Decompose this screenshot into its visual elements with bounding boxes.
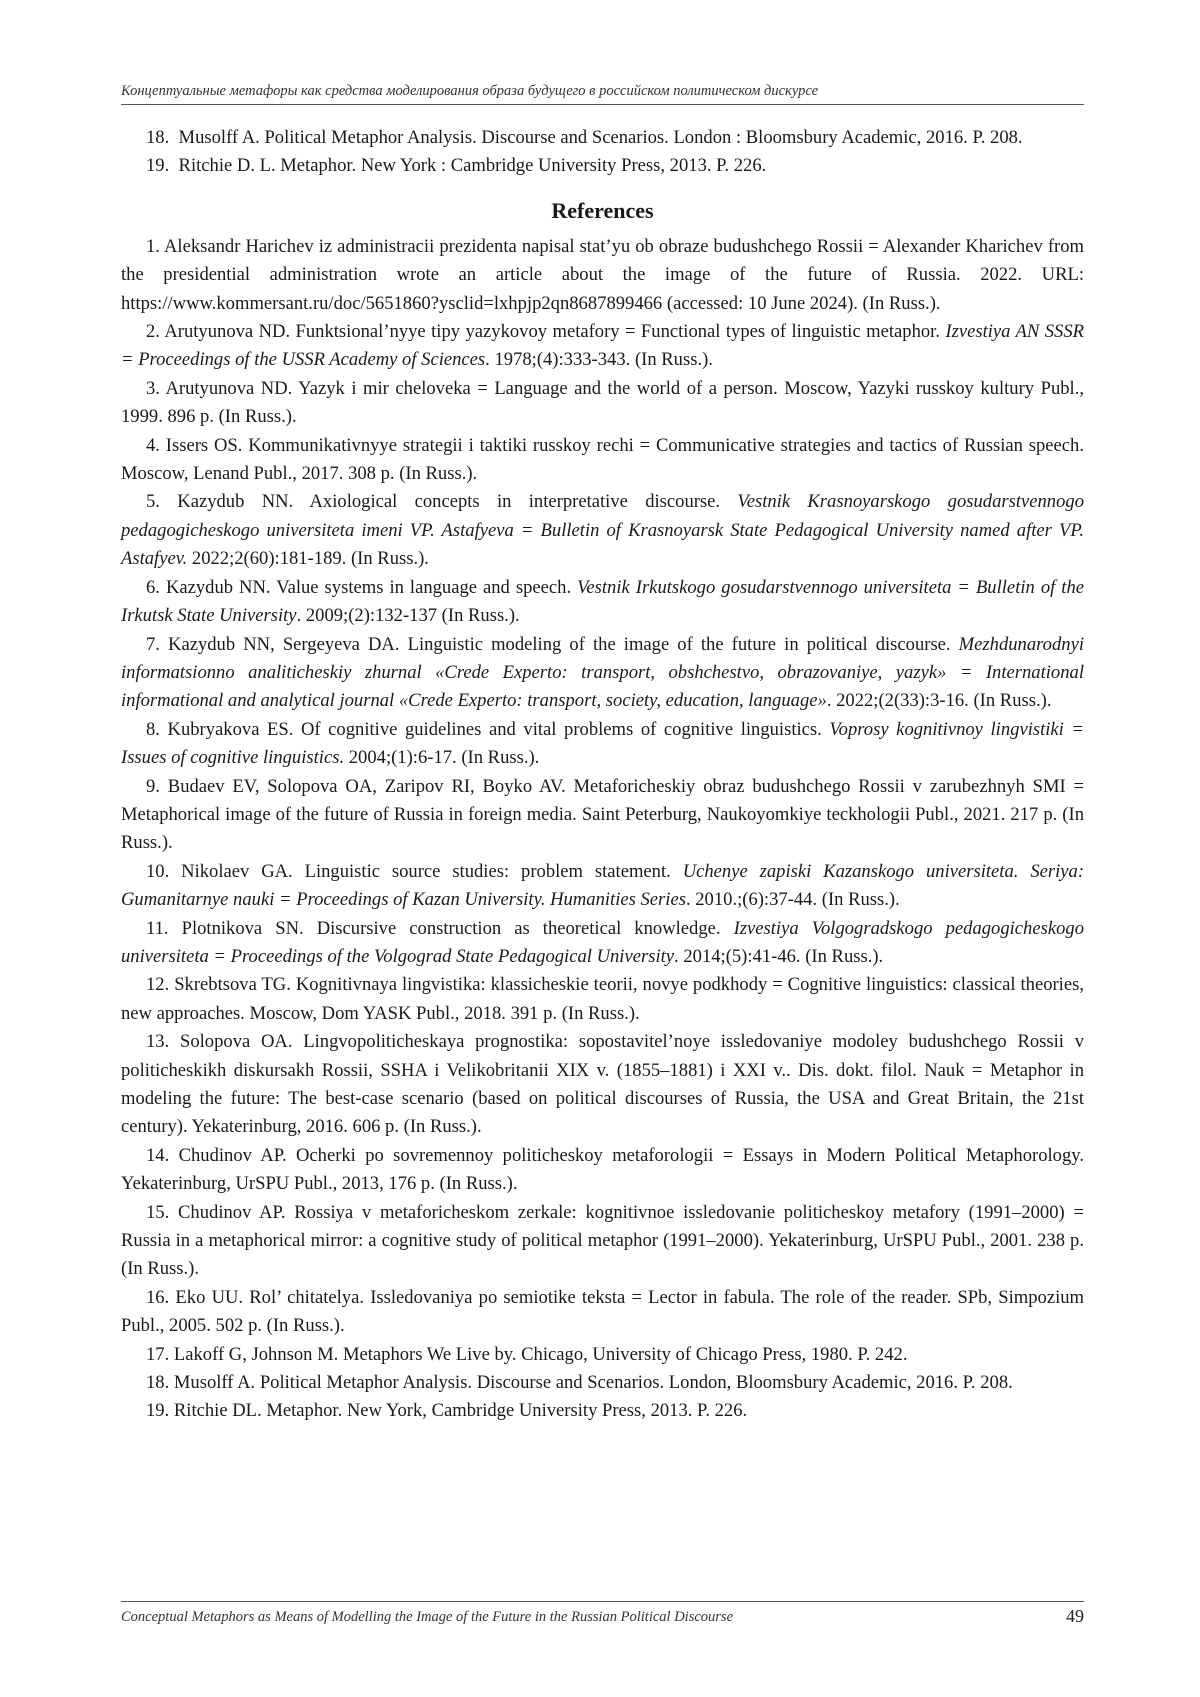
running-footer: Conceptual Metaphors as Means of Modelling the Image of the Future in the Russian Political Discourse [121,1609,734,1625]
reference-entry: 11. Plotnikova SN. Discursive construction as theoretical knowledge. Izvestiya Volgogradskogo pedagogicheskogo universiteta = Proceedings of the Volgograd State Pedagogical University. 2014;(5):41-46. (In Russ.). [121,917,1084,967]
reference-entry: 14. Chudinov AP. Ocherki po sovremennoy politicheskoy metaforologii = Essays in Modern Political Metaphorology. Yekaterinburg, UrSPU Publ., 2013, 176 p. (In Russ.). [121,1144,1084,1195]
page-number: 49 [1066,1606,1084,1626]
reference-entry: 18. Musolff A. Political Metaphor Analysis. Discourse and Scenarios. London : Bloomsbury Academic, 2016. P. 208. [146,127,1023,148]
reference-entry: 19. Ritchie DL. Metaphor. New York, Cambridge University Press, 2013. P. 226. [146,1400,748,1422]
top-reference-list [121,124,1084,181]
header-rule [121,104,1084,105]
reference-entry: 7. Kazydub NN, Sergeyeva DA. Linguistic modeling of the image of the future in political discourse. Mezhdunarodnyi informatsionno analiticheskiy zhurnal «Crede Experto: transport, obshchestvo, obrazovaniye, yazyk» = International informational and analytical journal «Crede Experto: transport, society, education, language». 2022;(2(33):3-16. (In Russ.). [121,633,1084,712]
reference-entry: 18. Musolff A. Political Metaphor Analysis. Discourse and Scenarios. London, Bloomsbury Academic, 2016. P. 208. [146,1372,1013,1394]
reference-entry: 4. Issers OS. Kommunikativnyye strategii i taktiki russkoy rechi = Communicative strategies and tactics of Russian speech. Moscow, Lenand Publ., 2017. 308 p. (In Russ.). [121,434,1084,485]
running-header: Концептуальные метафоры как средства моделирования образа будущего в российском политическом дискурсе [121,83,819,99]
content [121,124,1084,1426]
reference-entry: 17. Lakoff G, Johnson M. Metaphors We Live by. Chicago, University of Chicago Press, 1980. P. 242. [146,1343,908,1365]
reference-entry: 6. Kazydub NN. Value systems in language and speech. Vestnik Irkutskogo gosudarstvennogo universiteta = Bulletin of the Irkutsk State University. 2009;(2):132-137 (In Russ.). [121,576,1084,627]
reference-entry: 19. Ritchie D. L. Metaphor. New York : Cambridge University Press, 2013. P. 226. [146,155,767,177]
reference-entry: 2. Arutyunova ND. Funktsional’nyye tipy yazykovoy metafory = Functional types of linguistic metaphor. Izvestiya AN SSSR = Proceedings of the USSR Academy of Sciences. 1978;(4):333-343. (In Russ.). [121,321,1084,371]
reference-entry: 10. Nikolaev GA. Linguistic source studies: problem statement. Uchenye zapiski Kazanskogo universiteta. Seriya: Gumanitarnye nauki = Proceedings of Kazan University. Humanities Series. 2010.;(6):37-44. (In Russ.). [121,860,1085,911]
reference-entry: 15. Chudinov AP. Rossiya v metaforicheskom zerkale: kognitivnoe issledovanie politicheskoy metafory (1991–2000) = Russia in a metaphorical mirror: a cognitive study of political metaphor (1991–2000). Yekaterinburg, UrSPU Publ., 2001. 238 p. (In Russ.). [121,1201,1084,1280]
reference-entry: 1. Aleksandr Harichev iz administracii prezidenta napisal stat’yu ob obraze budushchego Rossii = Alexander Kharichev from the presidential administration wrote an article about the image of the future of Russia. 2022. URL: https://www.kommersant.ru/doc/5651860?ysclid=lxhpjp2qn8687899466 (accessed: 10 June 2024). (In Russ.). [121,235,1084,314]
reference-entry: 9. Budaev EV, Solopova OA, Zaripov RI, Boyko AV. Metaforicheskiy obraz budushchego Rossii v zarubezhnyh SMI = Metaphorical image of the future of Russia in foreign media. Saint Peterburg, Naukoyomkiye teckhologii Publ., 2021. 217 p. (In Russ.). [121,775,1084,854]
references-heading: References [551,197,654,223]
footer-rule [121,1601,1084,1602]
page [121,0,1084,1697]
reference-entry: 16. Eko UU. Rol’ chitatelya. Issledovaniya po semiotike teksta = Lector in fabula. The role of the reader. SPb, Simpozium Publ., 2005. 502 p. (In Russ.). [121,1286,1084,1337]
references-list [121,233,1084,1426]
reference-entry: 5. Kazydub NN. Axiological concepts in interpretative discourse. Vestnik Krasnoyarskogo gosudarstvennogo pedagogicheskogo universiteta imeni VP. Astafyeva = Bulletin of Krasnoyarsk State Pedagogical University named after VP. Astafyev. 2022;2(60):181-189. (In Russ.). [121,491,1084,570]
reference-entry: 8. Kubryakova ES. Of cognitive guidelines and vital problems of cognitive linguistics. Voprosy kognitivnoy lingvistiki = Issues of cognitive linguistics. 2004;(1):6-17. (In Russ.). [121,718,1084,769]
reference-entry: 12. Skrebtsova TG. Kognitivnaya lingvistika: klassicheskie teorii, novye podkhody = Cognitive linguistics: classical theories, new approaches. Moscow, Dom YASK Publ., 2018. 391 p. (In Russ.). [121,974,1084,1024]
reference-entry: 3. Arutyunova ND. Yazyk i mir cheloveka = Language and the world of a person. Moscow, Yazyki russkoy kultury Publ., 1999. 896 p. (In Russ.). [121,377,1084,428]
reference-entry: 13. Solopova OA. Lingvopoliticheskaya prognostika: sopostavitel’noye issledovaniye modoley budushchego Rossii v politicheskikh diskursakh Rossii, SSHA i Velikobritanii XIX v. (1855–1881) i XXI v.. Dis. dokt. filol. Nauk = Metaphor in modeling the future: The best-case scenario (based on political discourses of Russia, the USA and Great Britain, the 21st century). Yekaterinburg, 2016. 606 p. (In Russ.). [121,1031,1084,1138]
